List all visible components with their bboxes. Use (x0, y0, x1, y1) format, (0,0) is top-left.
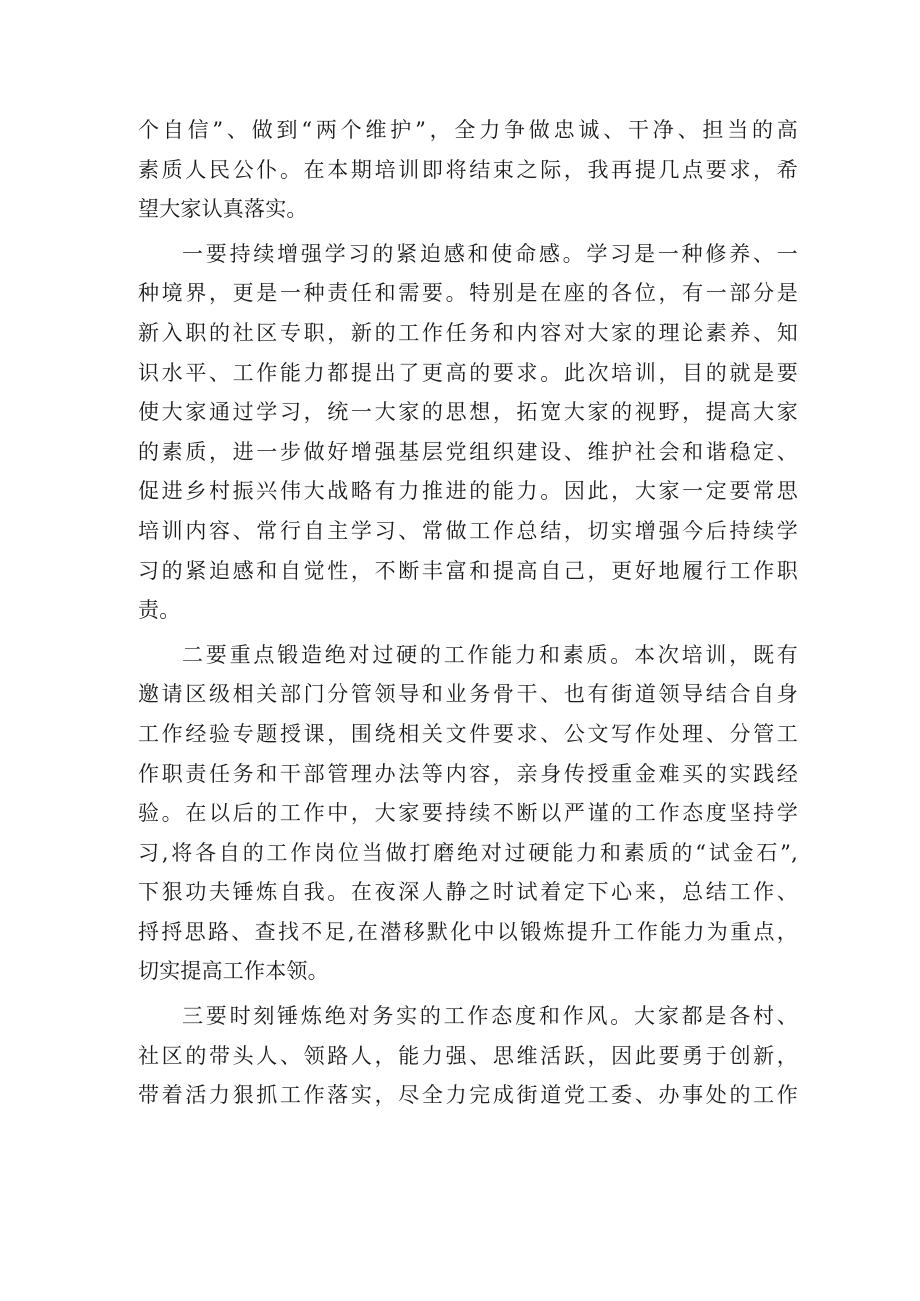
text-line: 切实提高工作本领。 (138, 959, 329, 984)
text-line: 识水平、工作能力都提出了更高的要求。此次培训，目的就是要 (138, 360, 798, 385)
paragraph-point-three (138, 997, 798, 1116)
text-line: 邀请区级相关部门分管领导和业务骨干、也有街道领导结合自身 (138, 682, 798, 707)
text-line: 三要时刻锤炼绝对务实的工作态度和作风。大家都是各村、 (182, 1004, 798, 1029)
text-line: 促进乡村振兴伟大战略有力推进的能力。因此，大家一定要常思 (138, 479, 798, 504)
text-line: 种境界，更是一种责任和需要。特别是在座的各位，有一部分是 (138, 281, 798, 306)
text-line: 培训内容、常行自主学习、常做工作总结，切实增强今后持续学 (138, 518, 798, 543)
paragraph-point-one (138, 235, 798, 631)
text-line: 捋捋思路、查找不足,在潜移默化中以锻炼提升工作能力为重点， (138, 919, 798, 944)
text-line: 望大家认真落实。 (138, 197, 308, 222)
text-line: 带着活力狠抓工作落实，尽全力完成街道党工委、办事处的工作 (138, 1083, 798, 1108)
text-line: 验。在以后的工作中，大家要持续不断以严谨的工作态度坚持学 (138, 801, 798, 826)
text-line: 习,将各自的工作岗位当做打磨绝对过硬能力和素质的“试金石”, (138, 840, 798, 865)
text-line: 一要持续增强学习的紧迫感和使命感。学习是一种修养、一 (182, 241, 798, 266)
text-line: 工作经验专题授课，围绕相关文件要求、公文写作处理、分管工 (138, 721, 798, 746)
text-line: 素质人民公仆。在本期培训即将结束之际，我再提几点要求，希 (138, 157, 798, 182)
text-line: 作职责任务和干部管理办法等内容，亲身传授重金难买的实践经 (138, 761, 798, 786)
text-line: 使大家通过学习，统一大家的思想，拓宽大家的视野，提高大家 (138, 400, 798, 425)
text-line: 下狠功夫锤炼自我。在夜深人静之时试着定下心来，总结工作、 (138, 880, 798, 905)
text-line: 的素质，进一步做好增强基层党组织建设、维护社会和谐稳定、 (138, 439, 798, 464)
text-line: 社区的带头人、领路人，能力强、思维活跃，因此要勇于创新， (138, 1043, 798, 1068)
document-page (138, 111, 798, 1116)
text-line: 二要重点锻造绝对过硬的工作能力和素质。本次培训，既有 (182, 642, 798, 667)
text-line: 责。 (138, 598, 181, 623)
text-line: 个自信”、做到“两个维护”，全力争做忠诚、干净、担当的高 (138, 118, 798, 142)
text-line: 习的紧迫感和自觉性，不断丰富和提高自己，更好地履行工作职 (138, 558, 798, 583)
paragraph-point-two (138, 636, 798, 992)
paragraph-intro-continuation (138, 111, 798, 230)
text-line: 新入职的社区专职，新的工作任务和内容对大家的理论素养、知 (138, 320, 798, 345)
